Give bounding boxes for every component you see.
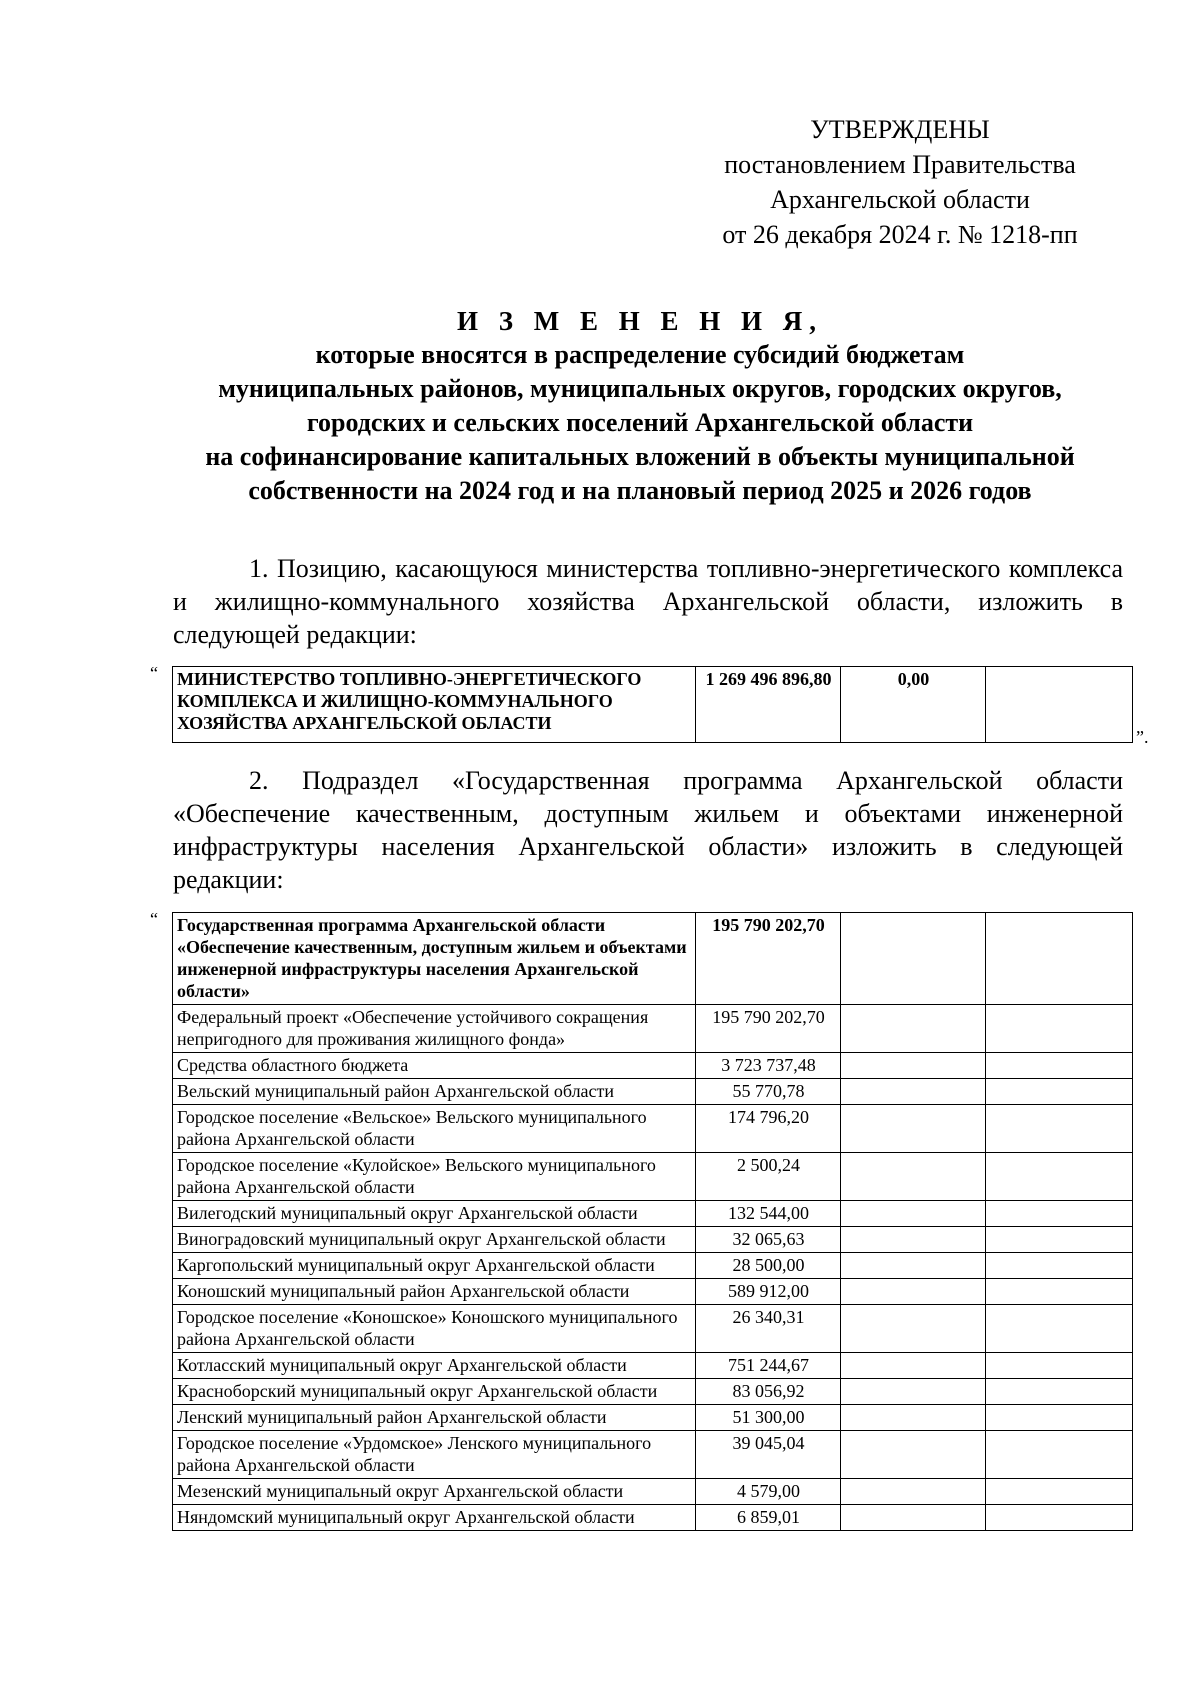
row-value-2025 xyxy=(841,1305,986,1353)
table-row xyxy=(173,1105,1133,1153)
closing-quote: ”. xyxy=(1136,727,1149,747)
row-value-2024: 83 056,92 xyxy=(696,1379,841,1405)
paragraph-1: 1. Позицию, касающуюся министерства топливно-энергетического комплекса и жилищно-коммунального хозяйства Архангельской области, изложить в следующей редакции: xyxy=(173,554,1123,649)
approval-line-date: от 26 декабря 2024 г. № 1218-пп xyxy=(722,220,1078,249)
row-name: Городское поселение «Урдомское» Ленского муниципального района Архангельской области xyxy=(173,1431,696,1479)
approval-title: УТВЕРЖДЕНЫ xyxy=(810,115,990,144)
row-value-2024: 32 065,63 xyxy=(696,1227,841,1253)
row-value-2026 xyxy=(986,1227,1133,1253)
row-value-2026 xyxy=(986,1253,1133,1279)
ministry-value-2026 xyxy=(986,667,1133,743)
row-value-2025 xyxy=(841,1201,986,1227)
row-value-2025 xyxy=(841,1405,986,1431)
row-value-2025 xyxy=(841,1253,986,1279)
row-name: Няндомский муниципальный округ Архангельской области xyxy=(173,1505,696,1531)
row-name: Вилегодский муниципальный округ Архангельской области xyxy=(173,1201,696,1227)
row-value-2025 xyxy=(841,1053,986,1079)
row-name: Государственная программа Архангельской области «Обеспечение качественным, доступным жильем и объектами инженерной инфраструктуры населения Архангельской области» xyxy=(173,913,696,1005)
row-value-2024: 6 859,01 xyxy=(696,1505,841,1531)
row-value-2024: 751 244,67 xyxy=(696,1353,841,1379)
row-value-2024: 132 544,00 xyxy=(696,1201,841,1227)
row-value-2026 xyxy=(986,1353,1133,1379)
row-value-2025 xyxy=(841,1279,986,1305)
row-value-2026 xyxy=(986,1005,1133,1053)
paragraph-2: 2. Подраздел «Государственная программа Архангельской области «Обеспечение качественным, доступным жильем и объектами инженерной инфраструктуры населения Архангельской области» изложить в следующей редакции: xyxy=(173,766,1123,894)
row-name: Котласский муниципальный округ Архангельской области xyxy=(173,1353,696,1379)
row-value-2025 xyxy=(841,1079,986,1105)
table-row xyxy=(173,1353,1133,1379)
row-value-2025 xyxy=(841,1479,986,1505)
row-value-2026 xyxy=(986,1479,1133,1505)
heading-line: которые вносятся в распределение субсидий бюджетам xyxy=(315,340,965,369)
row-name: Средства областного бюджета xyxy=(173,1053,696,1079)
row-value-2024: 55 770,78 xyxy=(696,1079,841,1105)
program-table xyxy=(172,912,1133,1531)
document-title: И З М Е Н Е Н И Я, xyxy=(456,306,823,336)
row-name: Вельский муниципальный район Архангельской области xyxy=(173,1079,696,1105)
table-row xyxy=(173,1201,1133,1227)
table-row xyxy=(173,1505,1133,1531)
row-value-2026 xyxy=(986,1079,1133,1105)
row-value-2025 xyxy=(841,1153,986,1201)
approval-line-region: Архангельской области xyxy=(770,185,1030,214)
ministry-row xyxy=(173,667,1133,743)
ministry-value-2024: 1 269 496 896,80 xyxy=(696,667,841,743)
row-value-2026 xyxy=(986,1505,1133,1531)
heading-line: собственности на 2024 год и на плановый период 2025 и 2026 годов xyxy=(248,476,1032,505)
row-value-2024: 39 045,04 xyxy=(696,1431,841,1479)
row-value-2024: 195 790 202,70 xyxy=(696,913,841,1005)
row-value-2025 xyxy=(841,1431,986,1479)
table-row xyxy=(173,1253,1133,1279)
row-value-2024: 51 300,00 xyxy=(696,1405,841,1431)
row-value-2025 xyxy=(841,913,986,1005)
table-row xyxy=(173,1005,1133,1053)
row-name: Коношский муниципальный район Архангельской области xyxy=(173,1279,696,1305)
row-name: Городское поселение «Кулойское» Вельского муниципального района Архангельской области xyxy=(173,1153,696,1201)
row-name: Федеральный проект «Обеспечение устойчивого сокращения непригодного для проживания жилищного фонда» xyxy=(173,1005,696,1053)
row-value-2026 xyxy=(986,1279,1133,1305)
row-name: Каргопольский муниципальный округ Архангельской области xyxy=(173,1253,696,1279)
table-row xyxy=(173,1305,1133,1353)
table-row xyxy=(173,1279,1133,1305)
row-value-2024: 2 500,24 xyxy=(696,1153,841,1201)
heading-line: городских и сельских поселений Архангельской области xyxy=(306,408,974,437)
row-value-2025 xyxy=(841,1227,986,1253)
row-name: Красноборский муниципальный округ Архангельской области xyxy=(173,1379,696,1405)
row-value-2024: 3 723 737,48 xyxy=(696,1053,841,1079)
table-row xyxy=(173,1079,1133,1105)
table-row xyxy=(173,1053,1133,1079)
row-value-2026 xyxy=(986,1201,1133,1227)
row-value-2026 xyxy=(986,913,1133,1005)
table-row xyxy=(173,1379,1133,1405)
row-value-2026 xyxy=(986,1105,1133,1153)
ministry-table xyxy=(172,666,1133,743)
table-row xyxy=(173,913,1133,1005)
row-value-2025 xyxy=(841,1353,986,1379)
row-name: Мезенский муниципальный округ Архангельской области xyxy=(173,1479,696,1505)
row-value-2024: 195 790 202,70 xyxy=(696,1005,841,1053)
opening-quote: “ xyxy=(150,663,158,683)
row-value-2024: 26 340,31 xyxy=(696,1305,841,1353)
approval-line-resolution: постановлением Правительства xyxy=(724,150,1076,179)
row-value-2024: 4 579,00 xyxy=(696,1479,841,1505)
row-value-2026 xyxy=(986,1305,1133,1353)
table-row xyxy=(173,1153,1133,1201)
row-value-2025 xyxy=(841,1005,986,1053)
ministry-value-2025: 0,00 xyxy=(841,667,986,743)
row-name: Городское поселение «Вельское» Вельского муниципального района Архангельской области xyxy=(173,1105,696,1153)
row-value-2024: 589 912,00 xyxy=(696,1279,841,1305)
row-value-2026 xyxy=(986,1431,1133,1479)
row-value-2026 xyxy=(986,1053,1133,1079)
row-value-2025 xyxy=(841,1505,986,1531)
row-value-2025 xyxy=(841,1379,986,1405)
heading-line: на софинансирование капитальных вложений в объекты муниципальной xyxy=(205,442,1075,471)
row-value-2026 xyxy=(986,1153,1133,1201)
heading-line: муниципальных районов, муниципальных округов, городских округов, xyxy=(218,374,1062,403)
row-value-2024: 28 500,00 xyxy=(696,1253,841,1279)
row-name: Ленский муниципальный район Архангельской области xyxy=(173,1405,696,1431)
row-value-2026 xyxy=(986,1405,1133,1431)
row-value-2025 xyxy=(841,1105,986,1153)
row-name: Виноградовский муниципальный округ Архангельской области xyxy=(173,1227,696,1253)
table-row xyxy=(173,1431,1133,1479)
ministry-name: МИНИСТЕРСТВО ТОПЛИВНО-ЭНЕРГЕТИЧЕСКОГО КОМПЛЕКСА И ЖИЛИЩНО-КОММУНАЛЬНОГО ХОЗЯЙСТВА АРХАНГЕЛЬСКОЙ ОБЛАСТИ xyxy=(173,667,696,743)
row-value-2026 xyxy=(986,1379,1133,1405)
approval-block xyxy=(690,112,1110,252)
row-value-2024: 174 796,20 xyxy=(696,1105,841,1153)
table-row xyxy=(173,1227,1133,1253)
row-name: Городское поселение «Коношское» Коношского муниципального района Архангельской области xyxy=(173,1305,696,1353)
document-heading xyxy=(150,304,1130,508)
opening-quote-2: “ xyxy=(150,909,158,929)
table-row xyxy=(173,1479,1133,1505)
table-row xyxy=(173,1405,1133,1431)
